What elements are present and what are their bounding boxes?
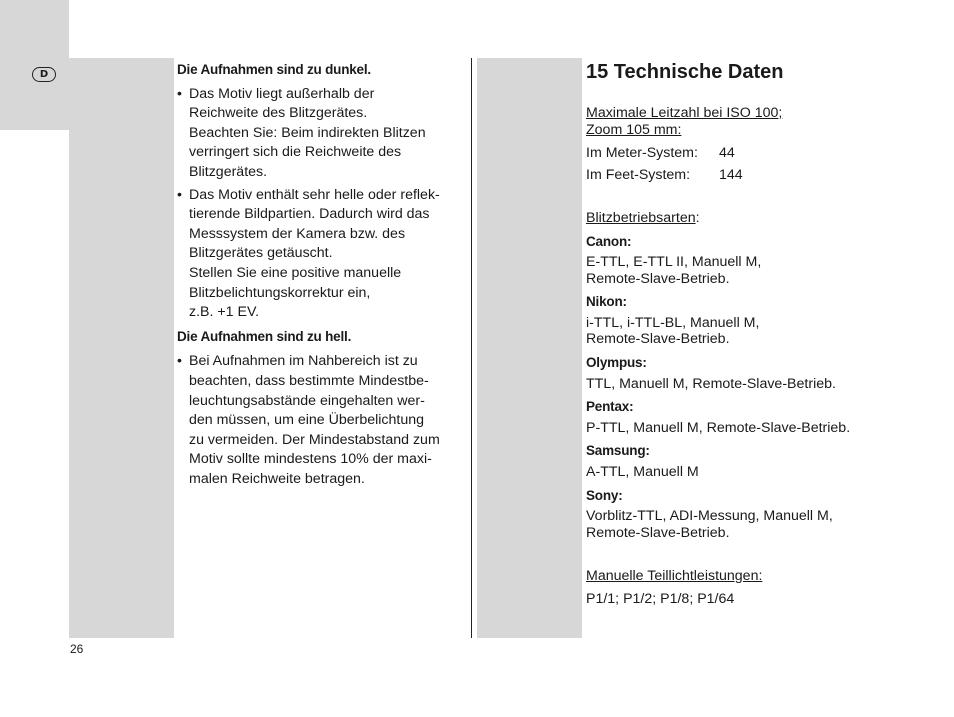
left-margin-band [69,58,174,638]
text-line: i-TTL, i-TTL-BL, Manuell M, [586,314,760,331]
sony-value [586,508,886,541]
meter-system-value: 44 [719,145,735,161]
text-line: leuchtungsabstände eingehalten wer- [189,392,425,409]
bullet-dot: • [177,353,182,370]
text-line: z.B. +1 EV. [189,304,260,321]
text-line: Das Motiv enthält sehr helle oder reflek- [189,186,440,203]
olympus-label: Olympus: [586,354,647,370]
text-line: Reichweite des Blitzgerätes. [189,105,368,122]
nikon-label: Nikon: [586,294,627,310]
text-line: Motiv sollte mindestens 10% der maxi- [189,451,432,468]
canon-label: Canon: [586,233,632,249]
text-line: den müssen, um eine Überbelichtung [189,412,425,429]
text-line: Messsystem der Kamera bzw. des [189,225,406,242]
right-margin-band [477,58,582,638]
language-tab [0,0,69,130]
partial-power-heading: Manuelle Teillichtleistungen: [586,568,763,585]
page-number: 26 [70,642,84,656]
language-badge: D [32,67,56,82]
feet-system-label: Im Feet-System: [586,166,691,183]
text-line: Remote-Slave-Betrieb. [586,524,730,541]
bullet-dot: • [177,186,182,203]
canon-value [586,254,886,287]
meter-system-label: Im Meter-System: [586,145,698,161]
heading-too-bright: Die Aufnahmen sind zu hell. [177,328,352,344]
nikon-value [586,315,886,348]
bullet-close-range [177,352,469,489]
feet-system-value: 144 [719,166,743,183]
text-line: Vorblitz-TTL, ADI-Messung, Manuell M, [586,508,833,525]
text-line: verringert sich die Reichweite des [189,144,402,161]
text-line: Das Motiv liegt außerhalb der [189,85,375,102]
modes-heading [586,209,886,229]
bullet-bright-parts [177,186,469,323]
modes-heading-colon: : [695,210,700,227]
text-line: Blitzbelichtungskorrektur ein, [189,284,371,301]
text-line: Remote-Slave-Betrieb. [586,331,730,348]
bullet-out-of-range [177,85,469,183]
pentax-value: P-TTL, Manuell M, Remote-Slave-Betrieb. [586,419,851,436]
pentax-label: Pentax: [586,399,634,415]
text-line: tierende Bildpartien. Dadurch wird das [189,206,430,223]
text-line: Bei Aufnahmen im Nahbereich ist zu [189,353,418,370]
text-line: Stellen Sie eine positive manuelle [189,264,402,281]
partial-power-value: P1/1; P1/2; P1/8; P1/64 [586,590,735,607]
sony-label: Sony: [586,487,623,503]
right-column [586,58,886,609]
samsung-label: Samsung: [586,443,650,459]
modes-heading-text: Blitzbetriebsarten [586,210,696,227]
text-line: Blitzgerätes. [189,163,268,180]
text-line: Remote-Slave-Betrieb. [586,270,730,287]
text-line: Maximale Leitzahl bei ISO 100; [586,105,783,121]
feet-system-row [586,166,886,186]
olympus-value: TTL, Manuell M, Remote-Slave-Betrieb. [586,375,836,392]
column-divider [471,58,472,638]
heading-too-dark: Die Aufnahmen sind zu dunkel. [177,62,371,77]
text-line: malen Reichweite betragen. [189,470,365,487]
text-line: zu vermeiden. Der Mindestabstand zum [189,431,440,448]
leitzahl-heading [586,105,886,138]
meter-system-row [586,144,886,164]
text-line: beachten, dass bestimmte Mindestbe- [189,372,429,389]
text-line: E-TTL, E-TTL II, Manuell M, [586,254,762,271]
left-column [177,60,469,489]
bullet-dot: • [177,85,182,102]
samsung-value: A-TTL, Manuell M [586,463,699,480]
text-line: Beachten Sie: Beim indirekten Blitzen [189,124,426,141]
text-line: Zoom 105 mm: [586,121,682,138]
section-title: 15 Technische Daten [586,61,784,83]
text-line: Blitzgerätes getäuscht. [189,245,333,262]
